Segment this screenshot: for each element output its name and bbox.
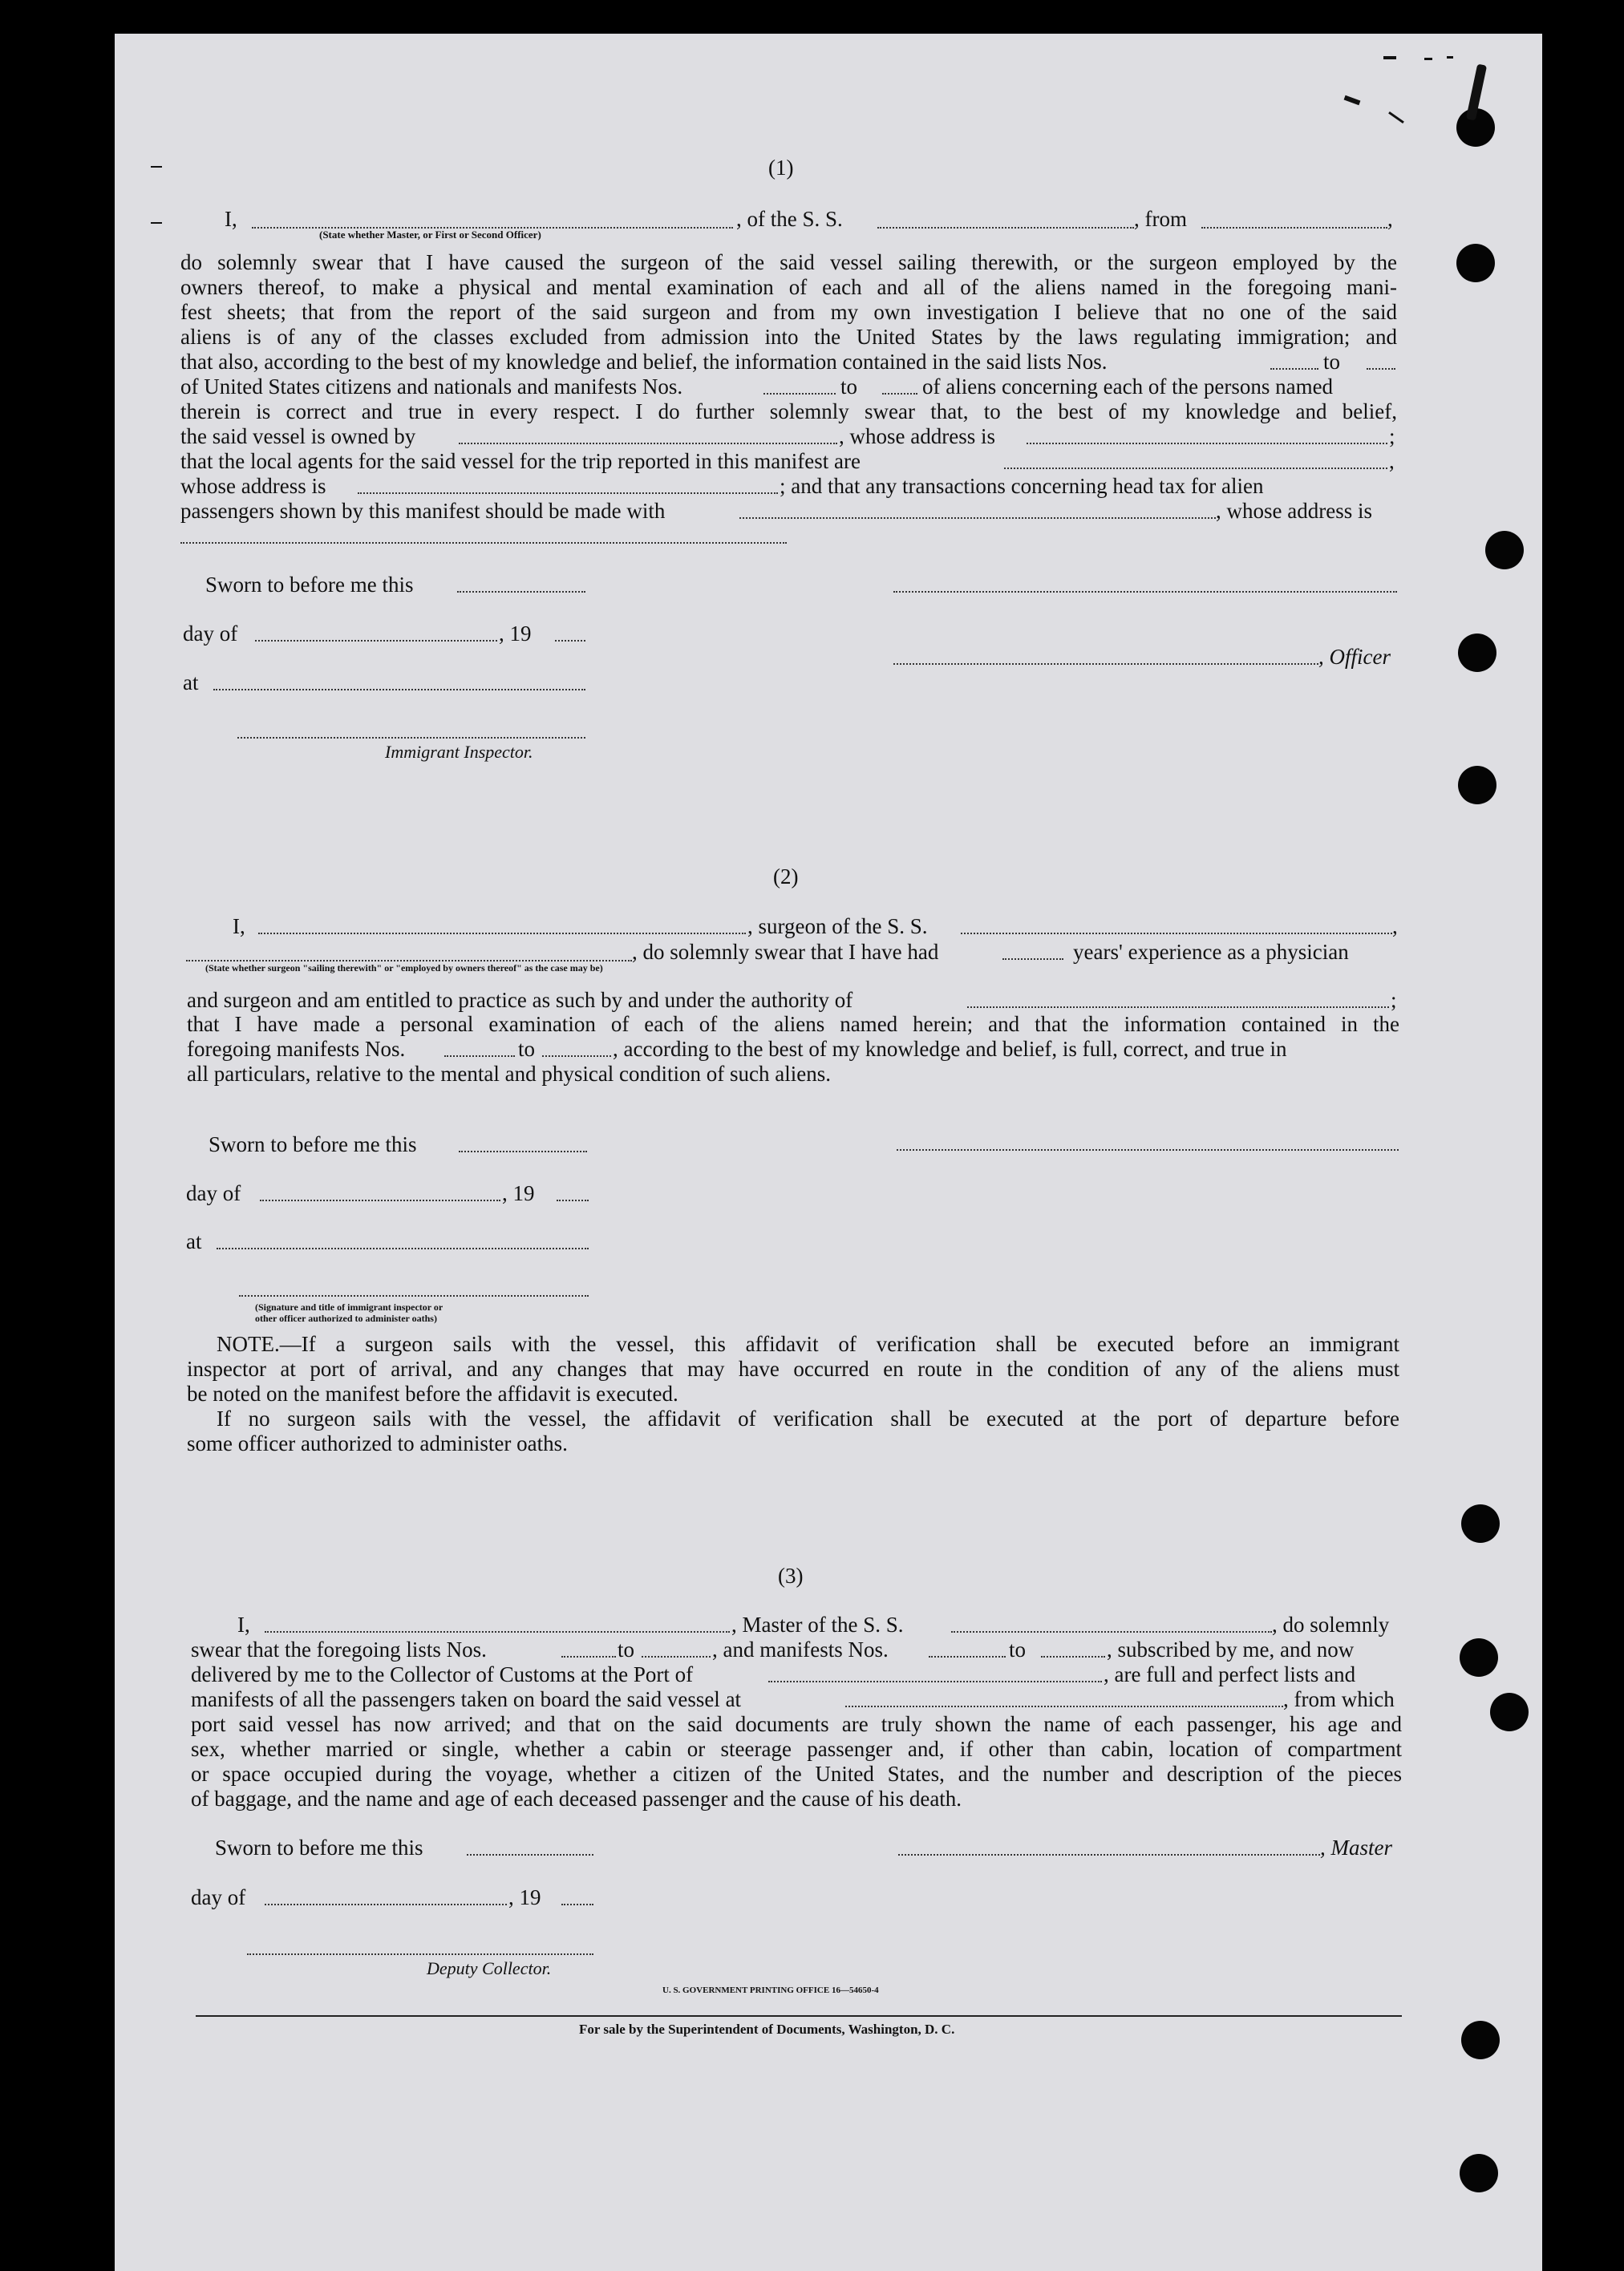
blank-master-name[interactable]: [265, 1631, 730, 1633]
blank-surgeon-signature[interactable]: [897, 1149, 1399, 1151]
oath-fragment: delivered by me to the Collector of Customs at the Port of: [191, 1662, 694, 1686]
oath-line: all particulars, relative to the mental and physical condition of such aliens.: [187, 1062, 831, 1086]
year-label: , 19: [499, 621, 532, 646]
blank-ship-name[interactable]: [961, 933, 1392, 934]
oath-line: therein is correct and true in every respect. I do further solemnly swear that, to the best of my knowledge and belief,: [180, 399, 1397, 423]
blank-lists-from[interactable]: [561, 1656, 616, 1658]
scan-mark: [151, 166, 162, 168]
blank-authority[interactable]: [967, 1006, 1389, 1008]
officer-label: , Officer: [1318, 645, 1391, 669]
footer-rule: [196, 2015, 1402, 2017]
oath-line: aliens is of any of the classes excluded from admission into the United States by the laws regulating immigration; and: [180, 325, 1397, 349]
blank-local-agents[interactable]: [1004, 468, 1387, 469]
oath-fragment: manifests of all the passengers taken on board the said vessel at: [191, 1687, 742, 1711]
binder-hole: [1460, 1638, 1498, 1677]
oath-text: [180, 399, 1397, 424]
blank-agent-address[interactable]: [358, 492, 778, 494]
blank-month[interactable]: [265, 1904, 507, 1905]
from-label: , from: [1134, 207, 1187, 231]
blank-port[interactable]: [768, 1681, 1102, 1682]
blank-sworn-day[interactable]: [467, 1854, 593, 1856]
oath-line: that the local agents for the said vessel for the trip reported in this manifest are: [180, 449, 861, 473]
sworn-label: Sworn to before me this: [205, 573, 414, 597]
day-of-label: day of: [191, 1885, 246, 1909]
inspector-label: Immigrant Inspector.: [385, 742, 533, 762]
oath-fragment: of aliens concerning each of the persons named: [922, 374, 1334, 399]
blank-lists-to[interactable]: [642, 1656, 711, 1658]
oath-line: fest sheets; that from the report of the said surgeon and from my own investigation I believe that no one of the said: [180, 300, 1397, 324]
oath-fragment: , according to the best of my knowledge and belief, is full, correct, and true in: [613, 1037, 1287, 1061]
deputy-label: Deputy Collector.: [427, 1958, 552, 1978]
binder-hole: [1461, 2021, 1500, 2059]
section-heading: (1): [768, 156, 794, 180]
sworn-label: Sworn to before me this: [209, 1132, 417, 1156]
oath-line: do solemnly swear that I have caused the surgeon of the said vessel sailing therewith, or the surgeon employed by the: [180, 250, 1397, 274]
blank-owner-address[interactable]: [1027, 443, 1387, 444]
affiant-prefix: I,: [233, 914, 245, 938]
day-of-label: day of: [183, 621, 238, 646]
blank-officer-title[interactable]: [893, 663, 1318, 665]
oath-text: [191, 1712, 1402, 1812]
blank-sworn-day[interactable]: [459, 1151, 587, 1152]
binder-hole: [1458, 634, 1496, 672]
blank-manifest-from[interactable]: [763, 393, 836, 395]
binder-hole: [1490, 1693, 1529, 1731]
oath-line: the said vessel is owned by: [180, 424, 416, 448]
blank-years[interactable]: [1002, 958, 1063, 960]
oath-line: owners thereof, to make a physical and mental examination of each and all of the aliens named in the foregoing mani-: [180, 275, 1397, 299]
oath-fragment: , whose address is: [839, 424, 995, 448]
to-label: to: [1009, 1637, 1027, 1662]
line-end: ;: [1389, 424, 1395, 448]
binder-hole: [1458, 766, 1496, 804]
blank-officer-signature[interactable]: [893, 591, 1397, 593]
blank-manifest-to[interactable]: [1041, 1656, 1105, 1658]
to-label: to: [840, 374, 858, 399]
blank-surgeon-status[interactable]: [186, 960, 632, 961]
oath-fragment: , do solemnly: [1272, 1613, 1390, 1637]
printing-imprint: U. S. GOVERNMENT PRINTING OFFICE 16—54650-4: [662, 1986, 879, 1995]
year-label: , 19: [508, 1885, 541, 1909]
blank-manifest-to[interactable]: [882, 393, 917, 395]
blank-master-signature[interactable]: [898, 1854, 1320, 1856]
note-line: some officer authorized to administer oaths.: [187, 1431, 568, 1455]
blank-lists-from[interactable]: [1270, 368, 1318, 370]
oath-line: of baggage, and the name and age of each deceased passenger and the cause of his death.: [191, 1787, 962, 1811]
blank-sworn-day[interactable]: [457, 591, 585, 593]
line-end: ,: [1392, 914, 1398, 938]
to-label: to: [518, 1037, 536, 1061]
at-label: at: [183, 670, 199, 694]
blank-from-port[interactable]: [1201, 227, 1387, 229]
oath-line: foregoing manifests Nos.: [187, 1037, 406, 1061]
oath-line: or space occupied during the voyage, whether a citizen of the United States, and the number and description of the pieces: [191, 1762, 1402, 1786]
blank-owner[interactable]: [459, 443, 837, 444]
blank-manifest-from[interactable]: [444, 1055, 515, 1057]
oath-line: that I have made a personal examination of each of the aliens named herein; and that the information contained in the: [187, 1012, 1399, 1036]
day-of-label: day of: [186, 1181, 241, 1205]
blank-inspector-signature[interactable]: [237, 737, 585, 739]
oath-line: whose address is: [180, 474, 326, 498]
scan-mark: [1447, 56, 1453, 59]
surgeon-caption: (State whether surgeon "sailing therewith" or "employed by owners thereof" as the case may be): [205, 962, 603, 974]
oath-line: sex, whether married or single, whether a cabin or steerage passenger and, if other than cabin, location of compartment: [191, 1737, 1402, 1761]
oath-fragment: , and manifests Nos.: [712, 1637, 889, 1662]
blank-surgeon-name[interactable]: [258, 933, 746, 934]
officer-caption: (State whether Master, or First or Second Officer): [319, 229, 541, 241]
blank-head-tax-party[interactable]: [739, 517, 1216, 519]
affiant-prefix: I,: [237, 1613, 250, 1637]
oath-line: port said vessel has now arrived; and that on the said documents are truly shown the name of each passenger, his age and: [191, 1712, 1402, 1736]
binder-hole: [1460, 2154, 1498, 2192]
binder-hole: [1485, 531, 1524, 569]
blank-place[interactable]: [217, 1248, 589, 1249]
line-end: ;: [1391, 988, 1397, 1012]
scan-mark: [151, 222, 162, 224]
oath-fragment: , subscribed by me, and now: [1107, 1637, 1355, 1662]
to-label: to: [1323, 350, 1341, 374]
blank-ship-name[interactable]: [951, 1631, 1272, 1633]
year-label: , 19: [502, 1181, 535, 1205]
blank-year[interactable]: [555, 640, 585, 642]
note-line: be noted on the manifest before the affidavit is executed.: [187, 1382, 678, 1406]
line-end: ,: [1387, 207, 1393, 231]
blank-collector-signature[interactable]: [247, 1953, 593, 1955]
blank-place[interactable]: [213, 689, 585, 690]
oath-line: and surgeon and am entitled to practice as such by and under the authority of: [187, 988, 853, 1012]
line-end: ,: [1389, 449, 1395, 473]
oath-line: that also, according to the best of my knowledge and belief, the information contained in the said lists Nos.: [180, 350, 1108, 374]
blank-year[interactable]: [557, 1200, 589, 1201]
ship-label: , of the S. S.: [736, 207, 843, 231]
blank-ship-name[interactable]: [877, 227, 1134, 229]
oath-fragment: years' experience as a physician: [1073, 940, 1349, 964]
affiant-prefix: I,: [225, 207, 237, 231]
master-signature-label: , Master: [1320, 1836, 1392, 1860]
blank-year[interactable]: [561, 1904, 593, 1905]
oath-fragment: , do solemnly swear that I have had: [632, 940, 939, 964]
blank-manifest-from[interactable]: [929, 1656, 1006, 1658]
scan-mark: [1383, 56, 1396, 59]
surgeon-label: , surgeon of the S. S.: [747, 914, 928, 938]
section-heading: (3): [778, 1564, 804, 1588]
signature-caption: other officer authorized to administer oaths): [255, 1313, 437, 1324]
blank-lists-to[interactable]: [1367, 368, 1395, 370]
note-line: inspector at port of arrival, and any changes that may have occurred en route in the condition of any of the aliens must: [187, 1357, 1399, 1381]
oath-text: [180, 250, 1397, 350]
oath-fragment: , are full and perfect lists and: [1104, 1662, 1356, 1686]
blank-month[interactable]: [260, 1200, 500, 1201]
at-label: at: [186, 1229, 202, 1253]
note-line: If no surgeon sails with the vessel, the affidavit of verification shall be executed at the port of departure before: [217, 1407, 1399, 1431]
note-line: NOTE.—If a surgeon sails with the vessel, this affidavit of verification shall be executed before an immigrant: [217, 1332, 1399, 1356]
section-heading: (2): [773, 864, 799, 889]
note-text: [187, 1332, 1399, 1456]
oath-line: of United States citizens and nationals and manifests Nos.: [180, 374, 683, 399]
blank-manifest-to[interactable]: [542, 1055, 611, 1057]
oath-text: [187, 1012, 1399, 1037]
sworn-label: Sworn to before me this: [215, 1836, 423, 1860]
oath-line: passengers shown by this manifest should be made with: [180, 499, 666, 523]
binder-hole: [1456, 244, 1495, 282]
blank-inspector-signature[interactable]: [239, 1295, 589, 1297]
sale-notice: For sale by the Superintendent of Documents, Washington, D. C.: [579, 2022, 955, 2037]
blank-embark-port[interactable]: [845, 1706, 1283, 1707]
oath-fragment: swear that the foregoing lists Nos.: [191, 1637, 487, 1662]
binder-hole: [1461, 1504, 1500, 1543]
to-label: to: [618, 1637, 635, 1662]
scan-mark: [1424, 58, 1432, 60]
oath-fragment: , from which: [1283, 1687, 1395, 1711]
oath-fragment: ; and that any transactions concerning head tax for alien: [780, 474, 1264, 498]
oath-fragment: , whose address is: [1216, 499, 1372, 523]
blank-head-tax-address[interactable]: [180, 542, 787, 544]
signature-caption: (Signature and title of immigrant inspector or: [255, 1301, 443, 1313]
blank-month[interactable]: [255, 640, 497, 642]
master-label: , Master of the S. S.: [731, 1613, 904, 1637]
